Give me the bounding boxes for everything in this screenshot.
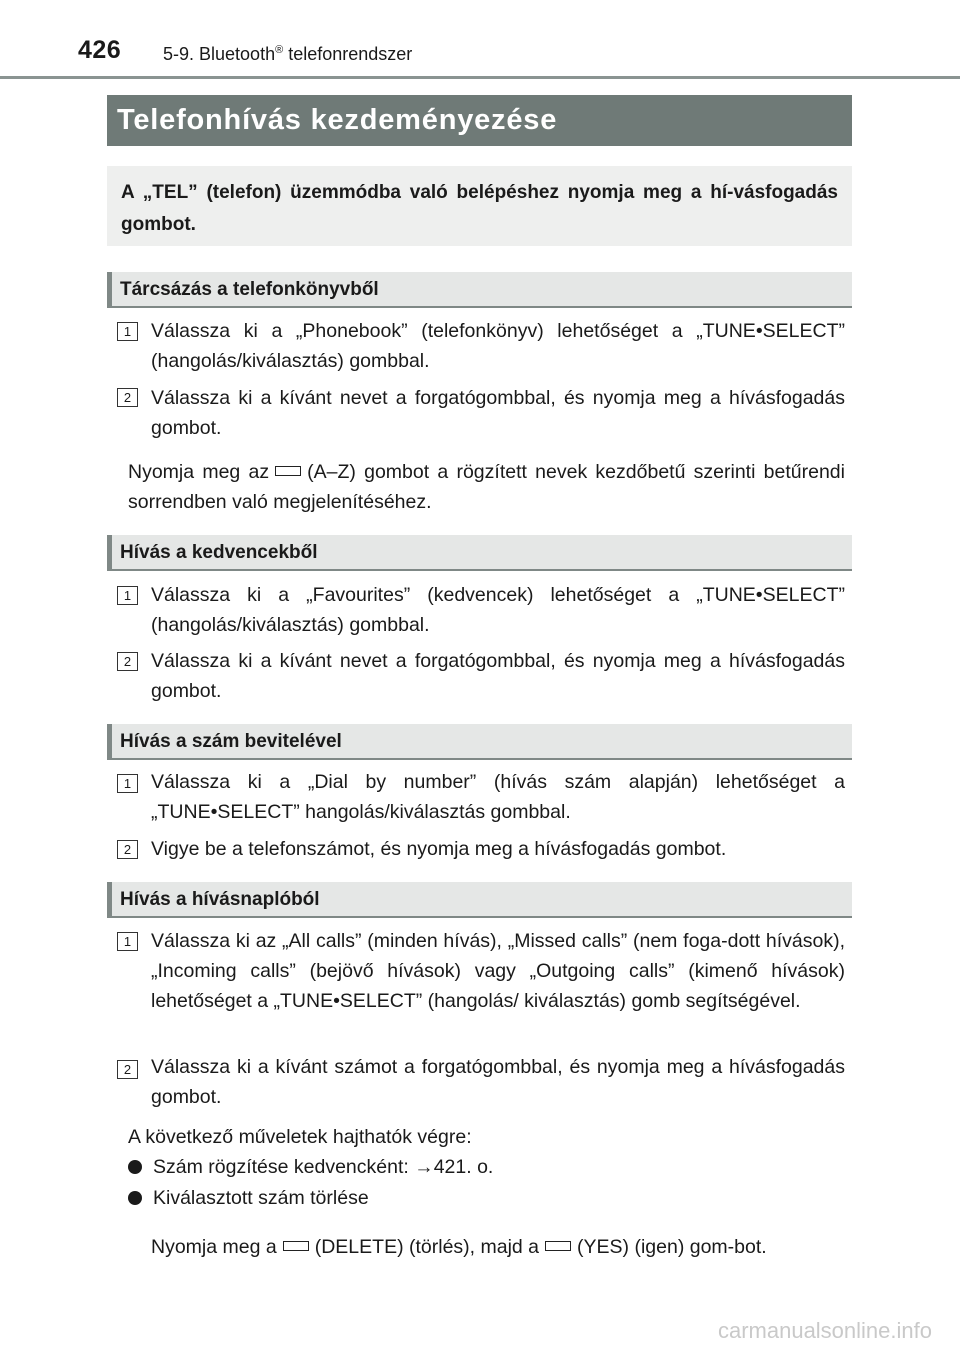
intro-box: A „TEL” (telefon) üzemmódba való belépéshez nyomja meg a hí-vásfogadás gombot. xyxy=(107,166,852,246)
chapter-title: 5-9. Bluetooth® telefonrendszer xyxy=(163,44,413,64)
bullet-item: Szám rögzítése kedvencként: →421. o. xyxy=(153,1156,494,1178)
step-text: Válassza ki az „All calls” (minden hívás), „Missed calls” (nem foga-dott hívások), „Incoming calls” (bejövő hívások) vagy „Outgoing calls” (kimenő hívások) lehetőséget a „TUNE•SELECT” (hangolás/ kiválasztás) gomb segítségével. xyxy=(151,930,845,1012)
step-number-badge: 2 xyxy=(117,652,138,671)
step-text: Vigye be a telefonszámot, és nyomja meg a hívásfogadás gombot. xyxy=(151,838,727,860)
page-title: Telefonhívás kezdeményezése xyxy=(107,95,852,146)
section-heading-favourites: Hívás a kedvencekből xyxy=(107,535,852,571)
watermark: carmanualsonline.info xyxy=(717,1318,932,1343)
bullet-icon xyxy=(128,1191,142,1205)
step-text: Válassza ki a kívánt számot a forgatógombbal, és nyomja meg a hívásfogadás gombot. xyxy=(151,1056,845,1108)
page-header xyxy=(0,0,960,80)
step-number-badge: 1 xyxy=(117,774,138,793)
final-instruction: Nyomja meg a (DELETE) (törlés), majd a (YES) (igen) gom-bot. xyxy=(151,1236,767,1258)
operations-intro: A következő műveletek hajthatók végre: xyxy=(128,1126,472,1148)
button-icon xyxy=(283,1241,309,1251)
step-text: Válassza ki a kívánt nevet a forgatógombbal, és nyomja meg a hívásfogadás gombot. xyxy=(151,387,845,439)
step-number-badge: 2 xyxy=(117,1060,138,1079)
step-number-badge: 1 xyxy=(117,586,138,605)
section-heading-phonebook: Tárcsázás a telefonkönyvből xyxy=(107,272,852,308)
step-number-badge: 2 xyxy=(117,388,138,407)
step-text: Válassza ki a „Phonebook” (telefonkönyv) lehetőséget a „TUNE•SELECT” (hangolás/kiválasztás) gombbal. xyxy=(151,320,845,372)
note-paragraph: Nyomja meg az (A–Z) gombot a rögzített nevek kezdőbetű szerinti betűrendi sorrendben való megjelenítéséhez. xyxy=(128,461,845,513)
button-icon xyxy=(545,1241,571,1251)
button-icon xyxy=(275,466,301,476)
section-heading-call-log: Hívás a hívásnaplóból xyxy=(107,882,852,918)
step-text: Válassza ki a kívánt nevet a forgatógombbal, és nyomja meg a hívásfogadás gombot. xyxy=(151,650,845,702)
bullet-item: Kiválasztott szám törlése xyxy=(153,1187,369,1209)
section-heading-dial-number: Hívás a szám bevitelével xyxy=(107,724,852,760)
step-text: Válassza ki a „Favourites” (kedvencek) lehetőséget a „TUNE•SELECT” (hangolás/kiválasztás) gombbal. xyxy=(151,584,845,636)
step-number-badge: 1 xyxy=(117,322,138,341)
step-number-badge: 1 xyxy=(117,932,138,951)
header-divider xyxy=(0,76,960,79)
bullet-icon xyxy=(128,1160,142,1174)
step-text: Válassza ki a „Dial by number” (hívás szám alapján) lehetőséget a „TUNE•SELECT” hangolás/kiválasztás gombbal. xyxy=(151,771,845,823)
page-number: 426 xyxy=(78,36,122,64)
step-number-badge: 2 xyxy=(117,840,138,859)
